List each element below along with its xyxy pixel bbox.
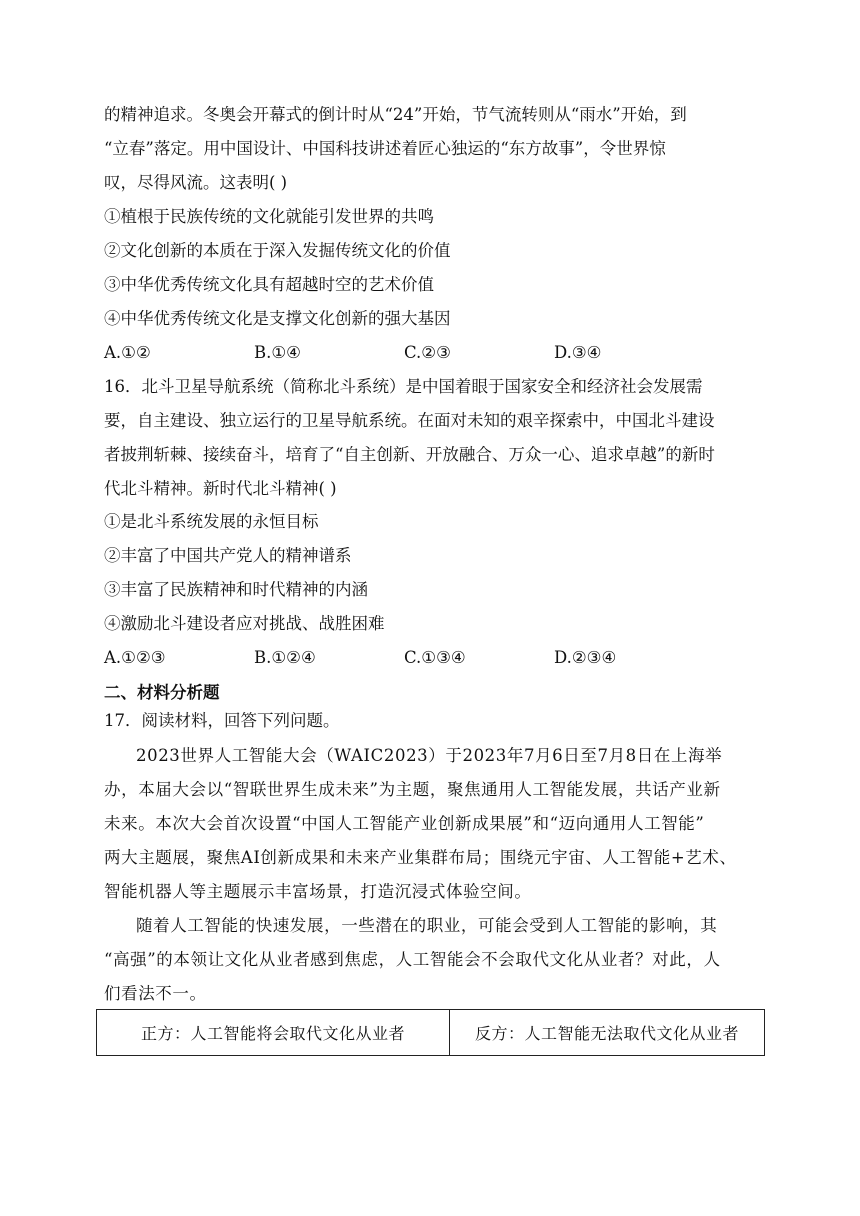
q17-material-line: 未来。本次大会首次设置“中国人工智能产业创新成果展”和“迈向通用人工智能” <box>104 814 705 833</box>
q16-option-b: B.①②④ <box>254 648 316 667</box>
q17-material-line: 办，本届大会以“智联世界生成未来”为主题，聚焦通用人工智能发展，共话产业新 <box>104 780 721 799</box>
q15-statement-2: ②文化创新的本质在于深入发掘传统文化的价值 <box>104 241 451 260</box>
q16-text-line: 者披荆斩棘、接续奋斗，培育了“自主创新、开放融合、万众一心、追求卓越”的新时 <box>104 445 715 464</box>
q16-text-line: 16．北斗卫星导航系统（简称北斗系统）是中国着眼于国家安全和经济社会发展需 <box>104 377 703 396</box>
section-heading: 二、材料分析题 <box>104 683 220 702</box>
q15-statement-4: ④中华优秀传统文化是支撑文化创新的强大基因 <box>104 309 451 328</box>
q17-material-line: 智能机器人等主题展示丰富场景，打造沉浸式体验空间。 <box>104 882 532 901</box>
q17-material-line: 随着人工智能的快速发展，一些潜在的职业，可能会受到人工智能的影响，其 <box>136 916 718 935</box>
q15-statement-1: ①植根于民族传统的文化就能引发世界的共鸣 <box>104 207 434 226</box>
q16-statement-3: ③丰富了民族精神和时代精神的内涵 <box>104 580 368 599</box>
q15-option-b: B.①④ <box>254 343 301 362</box>
q17-material-line: 2023世界人工智能大会（WAIC2023）于2023年7月6日至7月8日在上海举 <box>136 746 723 765</box>
con-side-cell: 反方：人工智能无法取代文化从业者 <box>450 1010 765 1056</box>
q17-material-line: 们看法不一。 <box>104 984 207 1003</box>
q16-statement-4: ④激励北斗建设者应对挑战、战胜困难 <box>104 614 385 633</box>
q15-text-line: 的精神追求。冬奥会开幕式的倒计时从“24”开始，节气流转则从“雨水”开始，到 <box>104 105 687 124</box>
q15-statement-3: ③中华优秀传统文化具有超越时空的艺术价值 <box>104 275 434 294</box>
q16-option-c: C.①③④ <box>404 648 466 667</box>
q15-text-line: “立春”落定。用中国设计、中国科技讲述着匠心独运的“东方故事”，令世界惊 <box>104 139 666 158</box>
q17-material-line: 两大主题展，聚焦AI创新成果和未来产业集群布局；围绕元宇宙、人工智能+艺术、 <box>104 848 737 867</box>
q17-intro: 17．阅读材料，回答下列问题。 <box>104 711 340 730</box>
q16-text-line: 代北斗精神。新时代北斗精神( ) <box>104 479 337 498</box>
q16-option-d: D.②③④ <box>554 648 617 667</box>
q15-option-a: A.①② <box>104 343 151 362</box>
q17-material-line: “高强”的本领让文化从业者感到焦虑，人工智能会不会取代文化从业者？对此，人 <box>104 950 721 969</box>
q15-text-line: 叹，尽得风流。这表明( ) <box>104 173 288 192</box>
q16-option-a: A.①②③ <box>104 648 166 667</box>
q15-option-d: D.③④ <box>554 343 602 362</box>
table-row <box>97 1010 765 1056</box>
q16-text-line: 要，自主建设、独立运行的卫星导航系统。在面对未知的艰辛探索中，中国北斗建设 <box>104 411 715 430</box>
q15-option-c: C.②③ <box>404 343 451 362</box>
pro-side-cell: 正方：人工智能将会取代文化从业者 <box>97 1010 450 1056</box>
q16-statement-2: ②丰富了中国共产党人的精神谱系 <box>104 546 352 565</box>
debate-table <box>96 1009 765 1056</box>
q16-statement-1: ①是北斗系统发展的永恒目标 <box>104 512 319 531</box>
